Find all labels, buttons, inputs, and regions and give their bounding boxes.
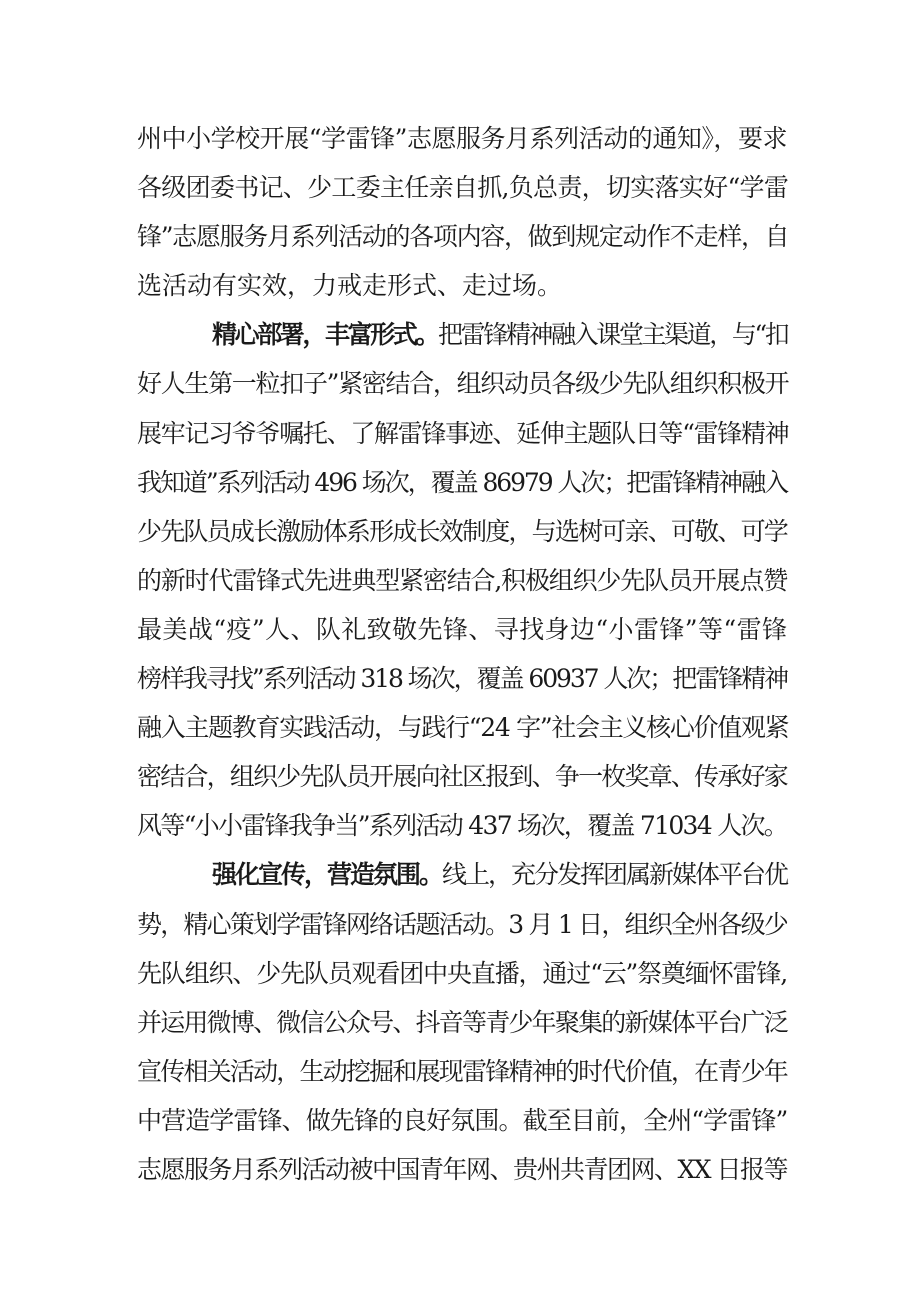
text-line: 密结合，组织少先队员开展向社区报到、争一枚奖章、传承好家 xyxy=(137,762,787,792)
text-line: 志愿服务月系列活动被中国青年网、贵州共青团网、XX 日报等 xyxy=(137,1154,788,1184)
text-line: 宣传相关活动，生动挖掘和展现雷锋精神的时代价值，在青少年 xyxy=(137,1056,787,1086)
text-line: 我知道”系列活动 496 场次，覆盖 86979 人次；把雷锋精神融入 xyxy=(137,467,787,497)
text-line: 锋”志愿服务月系列活动的各项内容，做到规定动作不走样，自 xyxy=(137,222,789,252)
text-line: 中营造学雷锋、做先锋的良好氛围。截至目前，全州“学雷锋” xyxy=(137,1105,788,1135)
document-body xyxy=(137,114,787,1194)
text-line: 风等“小小雷锋我争当”系列活动 437 场次，覆盖 71034 人次。 xyxy=(137,811,788,841)
text-line: 并运用微博、微信公众号、抖音等青少年聚集的新媒体平台广泛 xyxy=(137,1007,787,1037)
text-line: 的新时代雷锋式先进典型紧密结合,积极组织少先队员开展点赞 xyxy=(137,565,787,595)
text-line: 最美战“疫”人、队礼致敬先锋、寻找身边“小雷锋”等“雷锋 xyxy=(137,614,787,644)
text-line: 势，精心策划学雷锋网络话题活动。3 月 1 日，组织全州各级少 xyxy=(137,909,787,939)
text-line: 融入主题教育实践活动，与践行“24 字”社会主义核心价值观紧 xyxy=(137,713,789,743)
text-line: 选活动有实效，力戒走形式、走过场。 xyxy=(137,271,563,301)
text-line: 展牢记习爷爷嘱托、了解雷锋事迹、延伸主题队日等“雷锋精神 xyxy=(137,418,789,448)
paragraph-first-line xyxy=(137,850,787,899)
text-span: 把雷锋精神融入课堂主渠道，与“扣 xyxy=(438,320,788,350)
text-line: 先队组织、少先队员观看团中央直播，通过“云”祭奠缅怀雷锋, xyxy=(137,958,787,988)
paragraph-first-line xyxy=(137,310,787,359)
paragraph-lead-heading: 精心部署，丰富形式。 xyxy=(212,320,439,350)
text-line: 各级团委书记、少工委主任亲自抓,负总责，切实落实好“学雷 xyxy=(137,173,789,203)
paragraph-lead-heading: 强化宣传，营造氛围。 xyxy=(212,860,443,890)
text-span: 线上，充分发挥团属新媒体平台优 xyxy=(442,860,788,890)
text-line: 好人生第一粒扣子”紧密结合，组织动员各级少先队组织积极开 xyxy=(137,369,789,399)
text-line: 州中小学校开展“学雷锋”志愿服务月系列活动的通知》，要求 xyxy=(137,124,787,153)
text-line: 榜样我寻找”系列活动 318 场次，覆盖 60937 人次；把雷锋精神 xyxy=(137,664,787,694)
text-line: 少先队员成长激励体系形成长效制度，与选树可亲、可敬、可学 xyxy=(137,516,787,546)
